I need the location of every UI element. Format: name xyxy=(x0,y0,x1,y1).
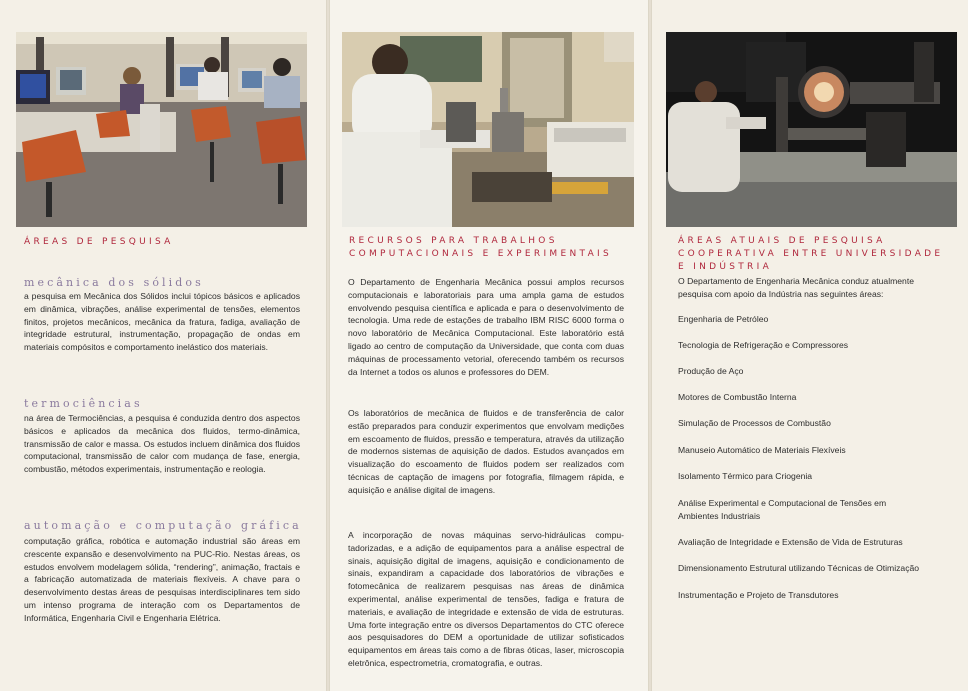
area-item-flexible-materials: Manuseio Automático de Materiais Flexíveis xyxy=(678,445,846,455)
area-item-optimization: Dimensionamento Estrutural utilizando Técnicas de Otimização xyxy=(678,563,920,573)
area-item-integrity: Avaliação de Integridade e Extensão de Vida de Estruturas xyxy=(678,537,903,547)
area-item-combustion: Simulação de Processos de Combustão xyxy=(678,418,831,428)
left-panel xyxy=(0,0,326,691)
automation-graphics-text: computação gráfica, robótica e automação industrial são áreas em crescente expansão e desenvolvimento na PUC-Rio. Nestas áreas, os estudos envolvem modelagem sólida, “rendering”, animação, fractais e a fabricação automatizada de materiais flexíveis. A chave para o desenvolvimento destas áreas de pesquisas interdisciplinares tem sido um intenso programa de interação com os Departamentos de Informática, Engenharia Civil e Engenharia Elétrica. xyxy=(24,536,300,623)
area-item-cryogenics: Isolamento Térmico para Criogenia xyxy=(678,471,813,481)
automation-graphics-title: automação e computação gráfica xyxy=(24,519,302,532)
research-areas-heading: ÁREAS DE PESQUISA xyxy=(24,237,174,247)
area-item-engines: Motores de Combustão Interna xyxy=(678,392,797,402)
resources-heading-line2: COMPUTACIONAIS E EXPERIMENTAIS xyxy=(349,249,613,259)
cooperative-heading-line1: ÁREAS ATUAIS DE PESQUISA xyxy=(678,236,886,246)
solid-mechanics-title: mecânica dos sólidos xyxy=(24,276,204,289)
cooperative-intro: O Departamento de Engenharia Mecânica conduz atualmente pesquisa com apoio da Indústria nas seguintes áreas: xyxy=(678,276,914,299)
area-item-refrigeration: Tecnologia de Refrigeração e Compressores xyxy=(678,340,849,350)
optics-lab-photo xyxy=(666,32,957,227)
area-item-petroleum: Engenharia de Petróleo xyxy=(678,314,769,324)
right-panel xyxy=(652,0,968,691)
thermal-sciences-title: termociências xyxy=(24,397,143,410)
resources-paragraph-1: O Departamento de Engenharia Mecânica possui amplos recursos computacionais e laboratoriais para uma ampla gama de estudos envolvendo pesquisa científica e aplicada e para o desenvolvimento de tecnologia. Uma rede de estações de trabalho IBM RISC 6000 forma o novo laboratório de Mecânica Computacional. Este laboratório está ligado ao centro de computação da Universidade, que conta com duas máquinas de processamento vetorial, oferecendo também os recursos da Internet a todos os alunos e professores do DEM. xyxy=(348,277,624,377)
resources-heading-line1: RECURSOS PARA TRABALHOS xyxy=(349,236,558,246)
resources-paragraph-2: Os laboratórios de mecânica de fluidos e de transferência de calor estão preparados para conduzir experimentos que envolvam medições em escoamento de fluidos, pressão e temperatura, através da utilização de modernos sistemas de aquisição de dados. Estudos avançados em visualização do escoamento de fluidos podem ser realizados com técnicas de captação de imagens por fotografia, filmagem rápida, e aquisição e análise digital de imagens. xyxy=(348,408,624,495)
cooperative-heading-line2: COOPERATIVA ENTRE UNIVERSIDADE xyxy=(678,249,944,259)
area-item-transducers: Instrumentação e Projeto de Transdutores xyxy=(678,590,839,600)
thermal-sciences-text: na área de Termociências, a pesquisa é conduzida dentro dos aspectos básicos e aplicados da mecânica dos fluidos, termo-dinâmica, transmissão de calor e massa. Os estudos incluem dinâmica dos fluidos computacional, transmissão de calor com mudança de fase, energia, combustão, métodos experimentais, instrumentação e reologia. xyxy=(24,413,300,475)
area-item-steel: Produção de Aço xyxy=(678,366,744,376)
cooperative-heading-line3: E INDÚSTRIA xyxy=(678,262,773,272)
resources-paragraph-3: A incorporação de novas máquinas servo-hidráulicas compu-tadorizadas, e a adição de equipamentos para a análise espectral de sinais, aquisição digital de imagens, aquisição e condicionamento de sinais, expandiram a capacidade dos laboratórios de vibrações e fotomecânica de realizarem pesquisas nas áreas de dinâmica experimental, análise experimental de tensões, fadiga e fratura de materiais, e avaliação de integridade e extensão de vida de estruturas. Uma forte integração entre os diversos Departamentos do CTC oferece aos pesquisadores do DEM a oportunidade de utilizar sofisticados equipamentos em áreas tais como a de fibras óticas, laser, microscopia eletrônica, espectrometria, cromatografia, e outras. xyxy=(348,530,624,668)
middle-panel xyxy=(330,0,648,691)
area-item-stress-analysis: Análise Experimental e Computacional de Tensões em Ambientes Industriais xyxy=(678,498,887,521)
laboratory-photo xyxy=(342,32,634,227)
computer-lab-photo xyxy=(16,32,307,227)
solid-mechanics-text: a pesquisa em Mecânica dos Sólidos inclui tópicos básicos e aplicados em dinâmica, vibrações, análise experimental de tensões, elementos finitos, projetos mecânicos, mecânica da fratura, fadiga, avaliação de integridade estrutural, instrumentação, propagação de ondas em materiais compósitos e comportamento inelástico dos materiais. xyxy=(24,291,300,353)
